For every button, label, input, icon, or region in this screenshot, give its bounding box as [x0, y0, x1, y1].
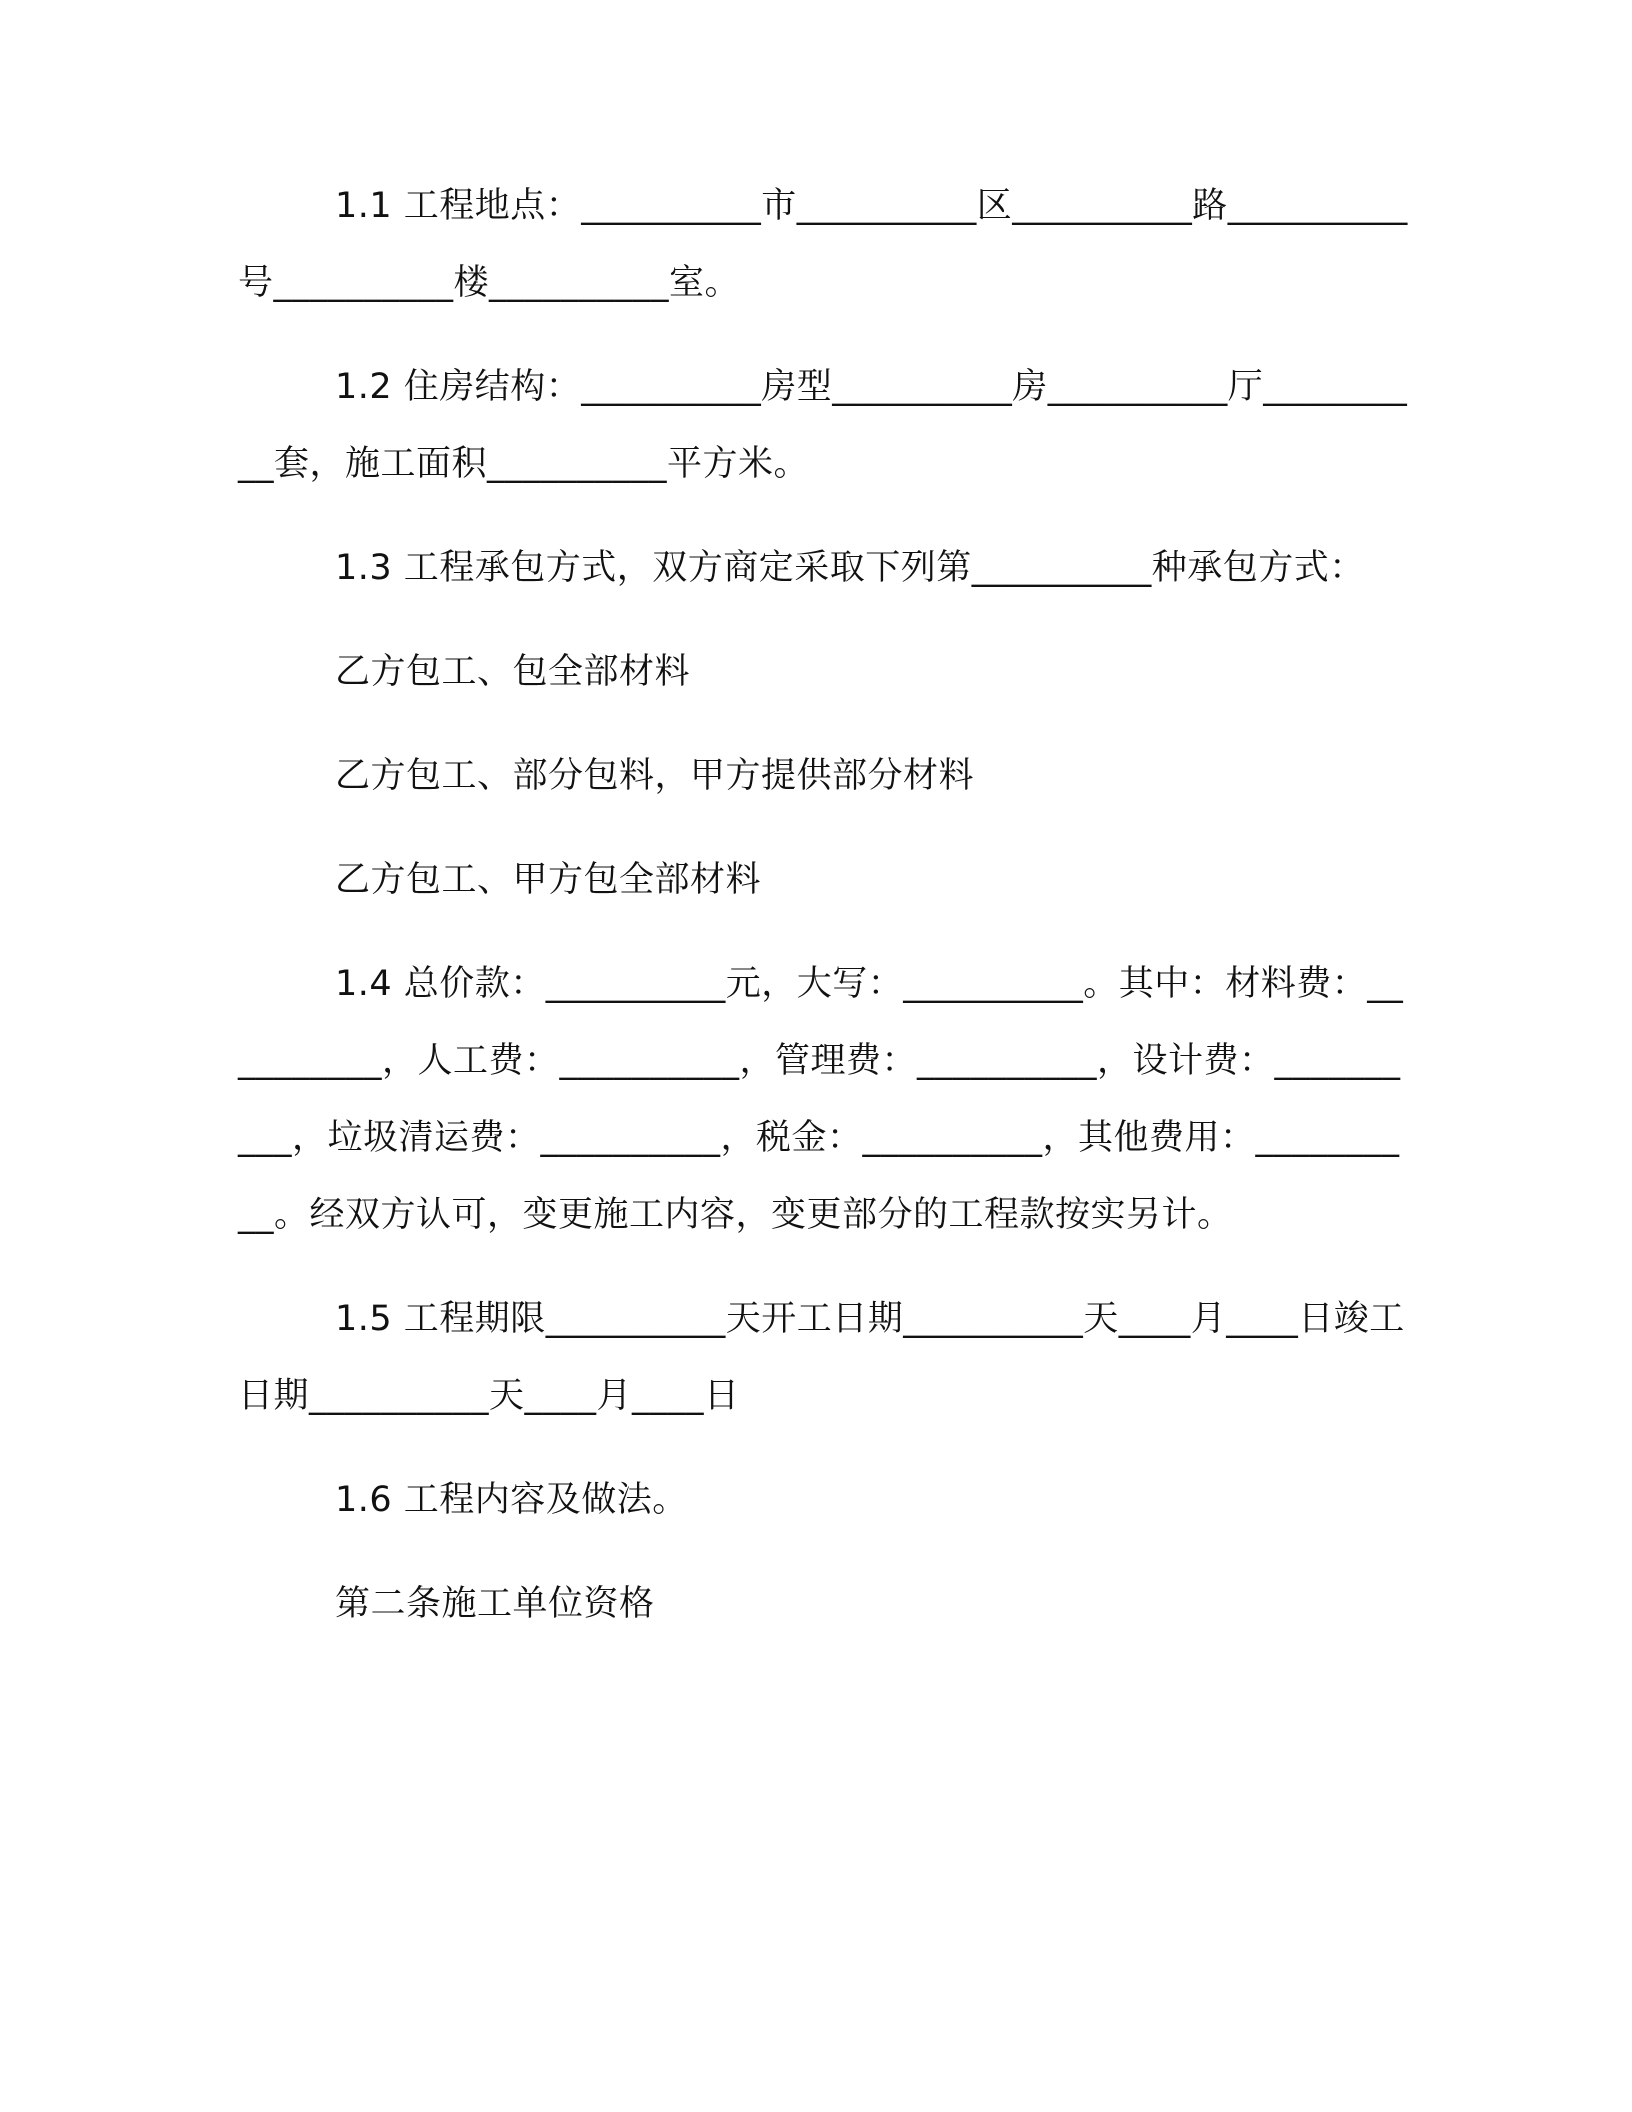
clause-1-3-contract-method: 1.3 工程承包方式，双方商定采取下列第__________种承包方式：	[335, 548, 1365, 588]
clause-1-1-project-location: 1.1 工程地点：__________市__________区__________路__________号__________楼__________室。	[238, 186, 1408, 303]
contract-option-2: 乙方包工、部分包料，甲方提供部分材料	[335, 756, 975, 796]
document-page	[238, 168, 1408, 1670]
clause-1-2-housing-structure: 1.2 住房结构：__________房型__________房__________厅__________套，施工面积__________平方米。	[238, 367, 1408, 484]
clause-1-5-project-period: 1.5 工程期限__________天开工日期__________天____月____日竣工日期__________天____月____日	[238, 1299, 1405, 1416]
contract-option-1: 乙方包工、包全部材料	[335, 652, 691, 692]
article-2-heading: 第二条施工单位资格	[335, 1584, 655, 1624]
clause-1-4-total-price: 1.4 总价款：__________元，大写：__________。其中：材料费：__________，人工费：__________，管理费：__________，设计费：__________，垃圾清运费：__________，税金：__________，其他费用：__________。经双方认可，变更施工内容，变更部分的工程款按实另计。	[238, 964, 1404, 1235]
clause-1-6-project-content: 1.6 工程内容及做法。	[335, 1480, 688, 1520]
contract-option-3: 乙方包工、甲方包全部材料	[335, 860, 762, 900]
